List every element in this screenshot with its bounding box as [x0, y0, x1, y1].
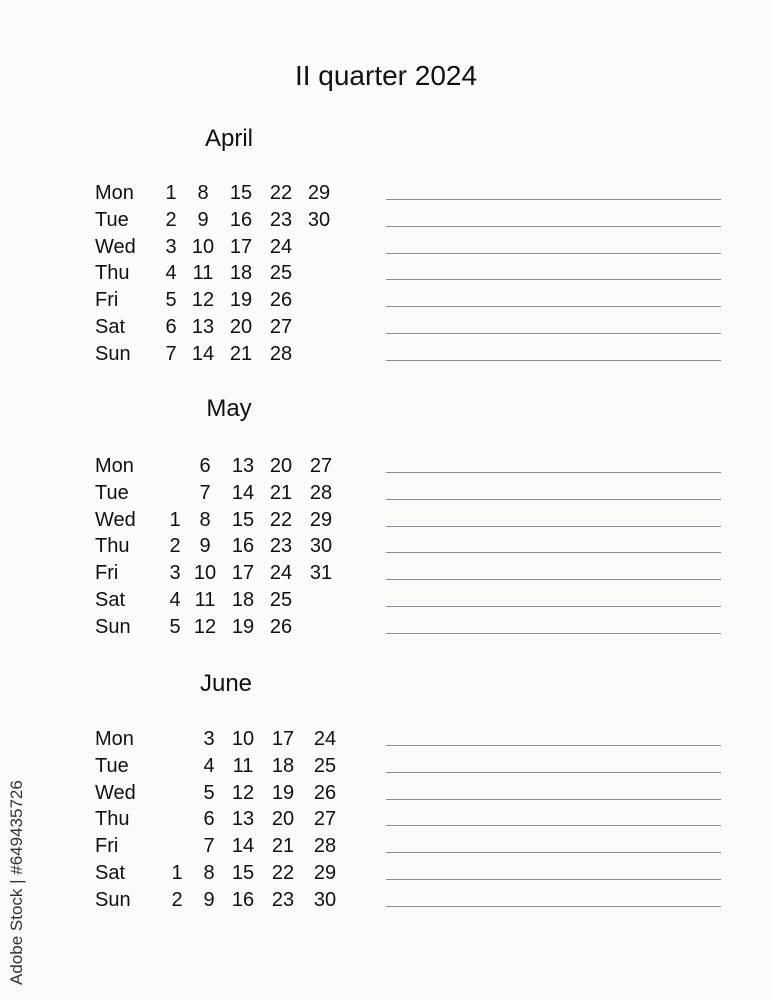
date-number: 23	[269, 208, 293, 231]
date-number: 26	[313, 781, 337, 804]
weekday-label: Sat	[95, 862, 126, 884]
note-line	[386, 606, 721, 607]
date-number: 4	[203, 754, 215, 777]
date-number: 19	[271, 781, 295, 804]
weekday-label: Sun	[95, 342, 131, 365]
date-number: 6	[199, 455, 211, 477]
date-number: 29	[307, 182, 331, 204]
weekday-label: Thu	[95, 535, 130, 558]
date-number: 16	[229, 208, 253, 231]
date-number: 14	[231, 481, 255, 504]
note-line	[386, 906, 721, 907]
weekday-label: Mon	[95, 728, 134, 750]
note-line	[386, 579, 721, 580]
weekday-label: Fri	[95, 289, 119, 312]
date-number: 21	[269, 481, 293, 504]
week-row-sun	[0, 341, 772, 367]
week-row-sat	[0, 860, 772, 886]
date-number: 15	[231, 508, 255, 531]
note-line	[386, 825, 721, 826]
date-number: 19	[231, 615, 255, 638]
note-line	[386, 499, 721, 500]
week-row-fri	[0, 833, 772, 859]
week-row-sat	[0, 314, 772, 340]
date-number: 8	[199, 508, 211, 531]
date-number: 6	[165, 316, 177, 338]
weekday-label: Sat	[95, 316, 126, 338]
weekday-label: Mon	[95, 182, 134, 204]
week-row-mon	[0, 726, 772, 752]
date-number: 12	[231, 781, 255, 804]
month-name-june: June	[199, 670, 253, 697]
date-number: 12	[193, 615, 217, 638]
date-number: 30	[307, 208, 331, 231]
date-number: 11	[232, 754, 254, 777]
date-number: 22	[271, 862, 295, 884]
weekday-label: Tue	[95, 754, 129, 777]
date-number: 24	[269, 235, 293, 258]
date-number: 19	[229, 289, 253, 312]
date-number: 7	[203, 835, 215, 858]
week-row-thu	[0, 806, 772, 832]
note-line	[386, 633, 721, 634]
date-number: 10	[191, 235, 215, 258]
week-row-fri	[0, 287, 772, 313]
weekday-label: Wed	[95, 781, 136, 804]
date-number: 17	[231, 562, 255, 585]
date-number: 29	[309, 508, 333, 531]
date-number: 14	[231, 835, 255, 858]
date-number: 13	[231, 808, 255, 831]
date-number: 13	[191, 316, 215, 338]
date-number: 11	[194, 589, 216, 611]
date-number: 3	[169, 562, 181, 585]
date-number: 23	[271, 888, 295, 911]
date-number: 17	[271, 728, 295, 750]
date-number: 7	[165, 342, 177, 365]
week-row-wed	[0, 507, 772, 533]
date-number: 20	[269, 455, 293, 477]
weekday-label: Wed	[95, 235, 136, 258]
date-number: 8	[203, 862, 215, 884]
date-number: 2	[171, 888, 183, 911]
date-number: 25	[313, 754, 337, 777]
week-row-wed	[0, 780, 772, 806]
date-number: 1	[169, 508, 181, 531]
date-number: 12	[191, 289, 215, 312]
week-row-thu	[0, 533, 772, 559]
date-number: 22	[269, 508, 293, 531]
date-number: 15	[229, 182, 253, 204]
weekday-label: Fri	[95, 835, 119, 858]
date-number: 26	[269, 615, 293, 638]
date-number: 9	[199, 535, 211, 558]
date-number: 24	[313, 728, 337, 750]
note-line	[386, 253, 721, 254]
date-number: 28	[313, 835, 337, 858]
weekday-label: Mon	[95, 455, 134, 477]
date-number: 30	[313, 888, 337, 911]
weekday-label: Sun	[95, 615, 131, 638]
note-line	[386, 772, 721, 773]
date-number: 11	[192, 262, 214, 285]
note-line	[386, 552, 721, 553]
date-number: 18	[231, 589, 255, 611]
date-number: 28	[269, 342, 293, 365]
date-number: 4	[169, 589, 181, 611]
weekday-label: Thu	[95, 808, 130, 831]
week-row-tue	[0, 207, 772, 233]
date-number: 4	[165, 262, 177, 285]
date-number: 6	[203, 808, 215, 831]
date-number: 9	[197, 208, 209, 231]
date-number: 21	[229, 342, 253, 365]
note-line	[386, 360, 721, 361]
note-line	[386, 226, 721, 227]
note-line	[386, 745, 721, 746]
date-number: 23	[269, 535, 293, 558]
week-row-fri	[0, 560, 772, 586]
date-number: 16	[231, 888, 255, 911]
note-line	[386, 199, 721, 200]
date-number: 10	[193, 562, 217, 585]
weekday-label: Tue	[95, 208, 129, 231]
week-row-wed	[0, 234, 772, 260]
week-row-tue	[0, 753, 772, 779]
weekday-label: Thu	[95, 262, 130, 285]
note-line	[386, 852, 721, 853]
weekday-label: Wed	[95, 508, 136, 531]
week-row-tue	[0, 480, 772, 506]
date-number: 24	[269, 562, 293, 585]
week-row-mon	[0, 453, 772, 479]
note-line	[386, 472, 721, 473]
page-title: II quarter 2024	[294, 60, 478, 91]
date-number: 8	[197, 182, 209, 204]
date-number: 20	[271, 808, 295, 831]
note-line	[386, 333, 721, 334]
date-number: 27	[269, 316, 293, 338]
weekday-label: Tue	[95, 481, 129, 504]
date-number: 3	[165, 235, 177, 258]
date-number: 29	[313, 862, 337, 884]
date-number: 2	[169, 535, 181, 558]
date-number: 5	[165, 289, 177, 312]
note-line	[386, 306, 721, 307]
date-number: 1	[165, 182, 177, 204]
note-line	[386, 526, 721, 527]
date-number: 25	[269, 262, 293, 285]
date-number: 18	[271, 754, 295, 777]
date-number: 5	[203, 781, 215, 804]
note-line	[386, 799, 721, 800]
note-line	[386, 879, 721, 880]
weekday-label: Sun	[95, 888, 131, 911]
date-number: 15	[231, 862, 255, 884]
weekday-label: Fri	[95, 562, 119, 585]
date-number: 30	[309, 535, 333, 558]
date-number: 26	[269, 289, 293, 312]
date-number: 20	[229, 316, 253, 338]
date-number: 27	[313, 808, 337, 831]
date-number: 9	[203, 888, 215, 911]
date-number: 2	[165, 208, 177, 231]
date-number: 1	[171, 862, 183, 884]
date-number: 21	[271, 835, 295, 858]
note-line	[386, 279, 721, 280]
week-row-thu	[0, 260, 772, 286]
date-number: 5	[169, 615, 181, 638]
date-number: 27	[309, 455, 333, 477]
week-row-sat	[0, 587, 772, 613]
month-name-may: May	[206, 395, 252, 422]
date-number: 14	[191, 342, 215, 365]
month-name-april: April	[204, 125, 253, 152]
week-row-mon	[0, 180, 772, 206]
date-number: 16	[231, 535, 255, 558]
week-row-sun	[0, 614, 772, 640]
date-number: 3	[203, 728, 215, 750]
weekday-label: Sat	[95, 589, 126, 611]
date-number: 28	[309, 481, 333, 504]
date-number: 7	[199, 481, 211, 504]
date-number: 18	[229, 262, 253, 285]
stock-watermark-id: Adobe Stock | #649435726	[7, 780, 26, 985]
date-number: 22	[269, 182, 293, 204]
date-number: 31	[309, 562, 333, 585]
date-number: 10	[231, 728, 255, 750]
date-number: 17	[229, 235, 253, 258]
date-number: 25	[269, 589, 293, 611]
date-number: 13	[231, 455, 255, 477]
week-row-sun	[0, 887, 772, 913]
